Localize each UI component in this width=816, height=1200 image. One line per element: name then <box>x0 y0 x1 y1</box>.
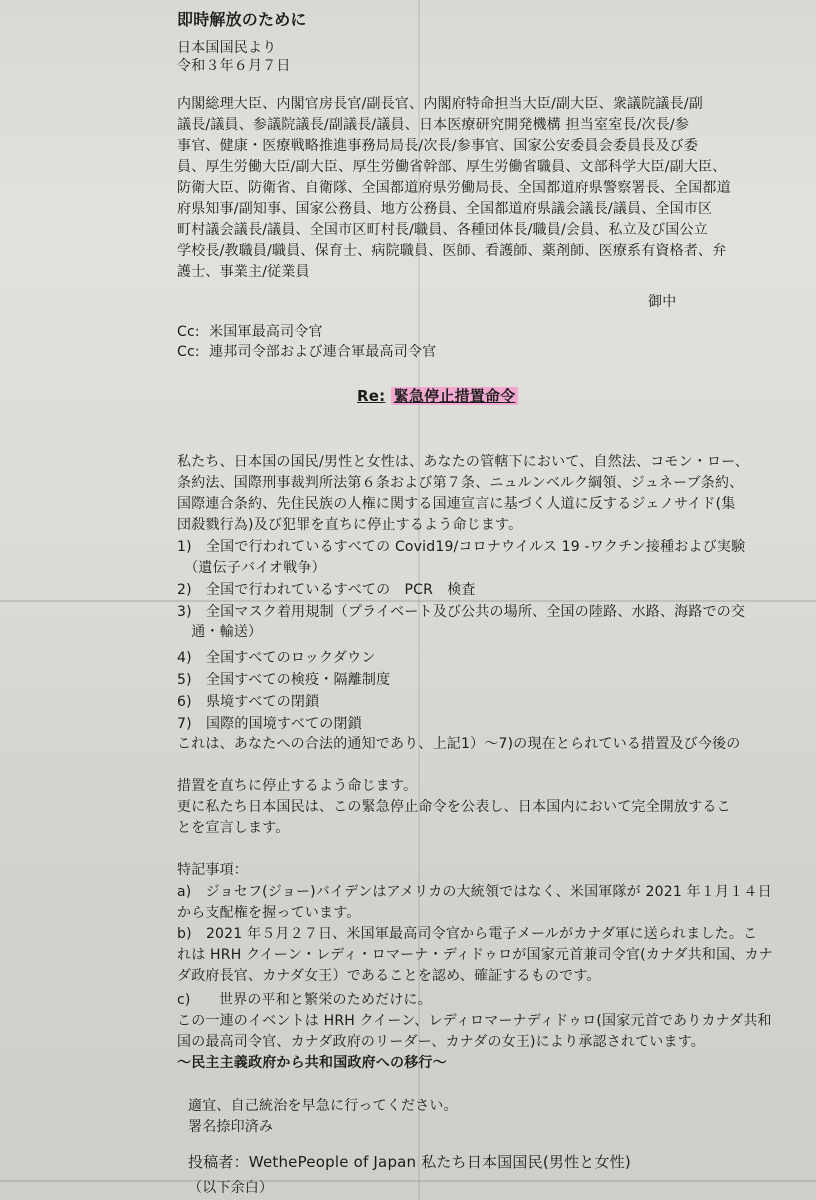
special-heading: 特記事項： <box>177 862 248 878</box>
order-item: 通・輸送） <box>177 624 263 640</box>
order-item: 3) 全国マスク着用規制（プライベート及び公共の場所、全国の陸路、水路、海路での交 <box>177 604 746 620</box>
addressee-line: 員、厚生労働大臣/副大臣、厚生労働省幹部、厚生労働省職員、文部科学大臣/副大臣、 <box>177 159 727 175</box>
intro-line: 私たち、日本国の国民/男性と女性は、あなたの管轄下において、自然法、コモン・ロー、 <box>177 454 750 470</box>
intro-line: 団殺戮行為)及び犯罪を直ちに停止するよう命じます。 <box>177 517 523 533</box>
addressee-line: 府県知事/副知事、国家公務員、地方公務員、全国都道府県議会議長/議員、全国市区 <box>177 201 713 217</box>
order-item: （遺伝子バイオ戦争） <box>177 560 326 576</box>
order-item: 4) 全国すべてのロックダウン <box>177 650 376 666</box>
end-marker: （以下余白） <box>188 1180 274 1196</box>
special-line: ダ政府長官、カナダ女王）であることを認め、確証するものです。 <box>177 968 601 984</box>
cc-recipient: 米国軍最高司令官 <box>209 324 323 340</box>
cc-label: Cc: <box>177 344 200 360</box>
intro-line: 条約法、国際刑事裁判所法第６条および第７条、ニュルンベルク綱領、ジュネーブ条約、 <box>177 475 744 491</box>
onchu-line: 御中 <box>648 294 677 310</box>
cc-recipient: 連邦司令部および連合軍最高司令官 <box>209 344 437 360</box>
subject-highlight: 緊急停止措置命令 <box>391 387 519 405</box>
order-item: 1) 全国で行われているすべての Covid19/コロナウイルス 19 -ワクチン接種および実験 <box>177 539 746 555</box>
special-line: この一連のイベントは HRH クイーン、レディロマーナディドゥロ(国家元首でありカナダ共和 <box>177 1013 772 1029</box>
transition-line: ～民主主義政府から共和国政府への移行～ <box>177 1055 447 1071</box>
notice-line: とを宣言します。 <box>177 820 290 836</box>
poster-line: 投稿者：WethePeople of Japan 私たち日本国国民(男性と女性) <box>188 1153 631 1171</box>
addressee-line: 議長/議員、参議院議長/副議長/議員、日本医療研究開発機構 担当室室長/次長/参 <box>177 117 690 133</box>
addressee-line: 事官、健康・医療戦略推進事務局局長/次長/参事官、国家公安委員会委員長及び委 <box>177 138 699 154</box>
sender-line: 日本国国民より <box>177 40 277 56</box>
addressee-line: 防衛大臣、防衛省、自衛隊、全国都道府県労働局長、全国都道府県警察署長、全国都道 <box>177 180 731 196</box>
notice-line: これは、あなたへの合法的通知であり、上記1）～7)の現在とられている措置及び今後の <box>177 736 741 752</box>
order-item: 5) 全国すべての検疫・隔離制度 <box>177 672 391 688</box>
order-item: 6) 県境すべての閉鎖 <box>177 694 320 710</box>
cc-label: Cc: <box>177 324 200 340</box>
cc-line <box>177 342 436 362</box>
subject-line <box>357 386 518 406</box>
letter-title: 即時解放のために <box>177 10 307 29</box>
addressee-line: 内閣総理大臣、内閣官房長官/副長官、内閣府特命担当大臣/副大臣、衆議院議長/副 <box>177 96 703 112</box>
special-line: れは HRH クイーン・レディ・ロマーナ・ディドゥロが国家元首兼司令官(カナダ共和国、カナ <box>177 947 773 963</box>
special-line: a) ジョセフ(ジョー)バイデンはアメリカの大統領ではなく、米国軍隊が 2021 年１月１４日 <box>177 884 772 900</box>
subject-prefix: Re: <box>357 387 386 405</box>
addressee-line: 護士、事業主/従業員 <box>177 264 310 280</box>
order-item: 2) 全国で行われているすべての PCR 検査 <box>177 582 476 598</box>
cc-line <box>177 322 323 342</box>
addressee-line: 学校長/教職員/職員、保育士、病院職員、医師、看護師、薬剤師、医療系有資格者、弁 <box>177 243 727 259</box>
letter-date: 令和３年６月７日 <box>177 58 291 74</box>
notice-line: 更に私たち日本国民は、この緊急停止命令を公表し、日本国内において完全開放するこ <box>177 799 731 815</box>
special-line: から支配権を握っています。 <box>177 905 361 921</box>
closing-line: 署名捺印済み <box>188 1119 274 1135</box>
intro-line: 国際連合条約、先住民族の人権に関する国連宣言に基づく人道に反するジェノサイド(集 <box>177 496 736 512</box>
addressee-line: 町村議会議長/議員、全国市区町村長/職員、各種団体長/職員/会員、私立及び国公立 <box>177 222 708 238</box>
closing-line: 適宜、自己統治を早急に行ってください。 <box>188 1098 458 1114</box>
notice-line: 措置を直ちに停止するよう命じます。 <box>177 778 418 794</box>
order-item: 7) 国際的国境すべての閉鎖 <box>177 716 362 732</box>
special-line: c) 世界の平和と繁栄のためだけに。 <box>177 992 432 1008</box>
special-line: 国の最高司令官、カナダ政府のリーダー、カナダの女王)により承認されています。 <box>177 1034 705 1050</box>
special-line: b) 2021 年５月２７日、米国軍最高司令官から電子メールがカナダ軍に送られました。こ <box>177 926 758 942</box>
